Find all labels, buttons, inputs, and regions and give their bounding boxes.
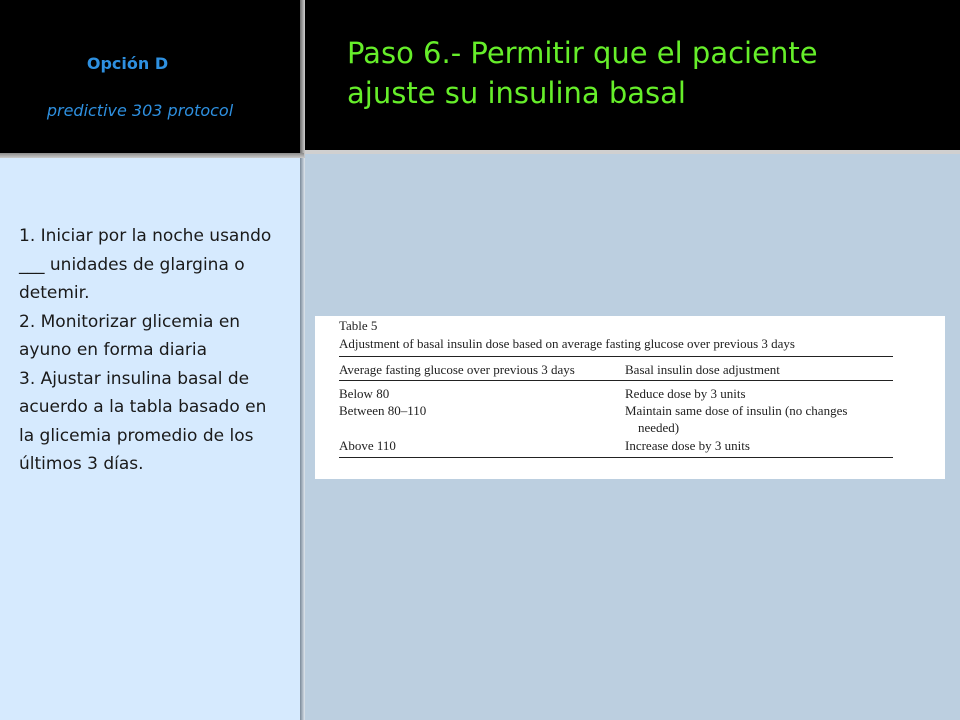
table-row-1-glucose: Below 80 [339,386,390,401]
dose-adjustment-table [315,316,945,479]
table-caption-text: Adjustment of basal insulin dose based on average fasting glucose over previous 3 days [339,336,795,351]
table-row-3-adjustment: Increase dose by 3 units [625,438,750,453]
slide-title [347,33,927,113]
table-row-1-adjustment: Reduce dose by 3 units [625,386,746,401]
table-header-rule [339,380,893,381]
protocol-label: predictive 303 protocol [46,101,234,120]
slide-title-line-2: ajuste su insulina basal [347,76,686,110]
table-top-rule [339,356,893,357]
step-item-2: 2. Monitorizar glicemia en ayuno en forma diaria [19,311,241,360]
option-label: Opción D [86,54,169,73]
table-header-glucose: Average fasting glucose over previous 3 days [339,362,575,377]
table-bottom-rule [339,457,893,458]
table-row-2-adjustment: Maintain same dose of insulin (no changes [625,403,848,418]
step-item-1: 1. Iniciar por la noche usando ___ unidades de glargina o detemir. [19,226,272,303]
steps-list [19,222,279,479]
table-row-3-glucose: Above 110 [339,438,396,453]
table-header-adjustment: Basal insulin dose adjustment [625,362,780,377]
table-caption-number: Table 5 [339,318,378,333]
slide-title-line-1: Paso 6.- Permitir que el paciente [347,36,818,70]
step-item-3: 3. Ajustar insulina basal de acuerdo a la tabla basado en la glicemia promedio de los últimos 3 días. [19,368,267,474]
table-row-2-glucose: Between 80–110 [339,403,427,418]
option-header-panel [0,0,300,153]
table-row-2-adjustment-cont: needed) [638,420,680,435]
